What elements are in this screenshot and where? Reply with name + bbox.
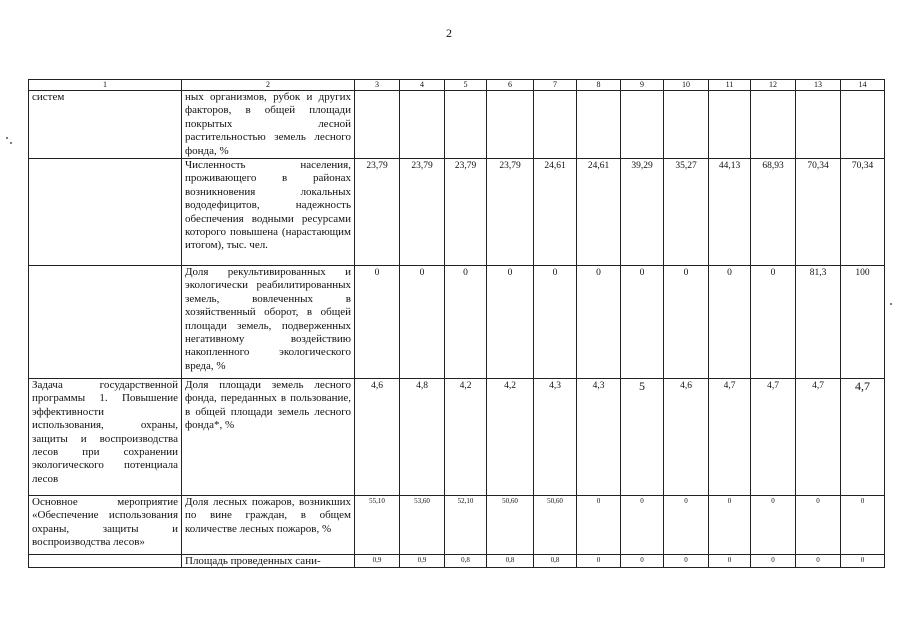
value-cell: 4,7	[751, 379, 796, 496]
value-cell: 0	[621, 266, 664, 379]
value-cell: 0	[400, 266, 445, 379]
header-cell: 12	[751, 80, 796, 91]
value-cell: 0	[751, 496, 796, 555]
value-cell: 4,6	[355, 379, 400, 496]
value-cell: 0	[709, 266, 751, 379]
program-element-cell	[29, 555, 182, 568]
value-cell: 50,60	[487, 496, 534, 555]
table-row	[29, 266, 885, 379]
header-cell: 4	[400, 80, 445, 91]
value-cell: 4,7	[709, 379, 751, 496]
value-cell: 53,60	[400, 496, 445, 555]
header-cell: 8	[577, 80, 621, 91]
table-row	[29, 555, 885, 568]
program-element-cell: систем	[29, 91, 182, 159]
indicator-name-cell: Площадь проведенных сани-	[182, 555, 355, 568]
program-element-cell: Задача государственной программы 1. Повышение эффективности использования, охраны, защиты и воспроизводства лесов при сохранении экологического потенциала лесов	[29, 379, 182, 496]
scan-speck	[10, 142, 12, 144]
program-element-cell: Основное мероприятие «Обеспечение использования охраны, защиты и воспроизводства лесов»	[29, 496, 182, 555]
value-cell: 23,79	[355, 159, 400, 266]
value-cell: 0	[841, 555, 885, 568]
value-cell: 23,79	[400, 159, 445, 266]
scan-speck	[890, 303, 892, 305]
value-cell: 23,79	[445, 159, 487, 266]
value-cell: 0	[445, 266, 487, 379]
value-cell: 4,3	[534, 379, 577, 496]
value-cell: 100	[841, 266, 885, 379]
value-cell: 0	[664, 555, 709, 568]
value-cell: 0	[577, 496, 621, 555]
value-cell	[445, 91, 487, 159]
header-cell: 2	[182, 80, 355, 91]
value-cell: 0	[751, 555, 796, 568]
value-cell	[796, 91, 841, 159]
value-cell: 0,9	[400, 555, 445, 568]
value-cell: 70,34	[796, 159, 841, 266]
indicator-name-cell: Доля лесных пожаров, возникших по вине граждан, в общем количестве лесных пожаров, %	[182, 496, 355, 555]
value-cell: 39,29	[621, 159, 664, 266]
value-cell: 4,7	[841, 379, 885, 496]
header-cell: 11	[709, 80, 751, 91]
value-cell: 0,8	[534, 555, 577, 568]
value-cell: 4,2	[487, 379, 534, 496]
value-cell: 24,61	[534, 159, 577, 266]
table-row	[29, 159, 885, 266]
value-cell: 0	[577, 555, 621, 568]
value-cell: 81,3	[796, 266, 841, 379]
value-cell: 4,2	[445, 379, 487, 496]
value-cell: 44,13	[709, 159, 751, 266]
table-row	[29, 379, 885, 496]
value-cell: 0,8	[445, 555, 487, 568]
value-cell: 0	[751, 266, 796, 379]
table-row	[29, 91, 885, 159]
value-cell	[709, 91, 751, 159]
value-cell	[400, 91, 445, 159]
program-element-cell	[29, 159, 182, 266]
value-cell	[621, 91, 664, 159]
value-cell: 0	[621, 496, 664, 555]
header-cell: 5	[445, 80, 487, 91]
page-number: 2	[446, 26, 452, 40]
value-cell	[487, 91, 534, 159]
value-cell: 0	[534, 266, 577, 379]
value-cell: 0	[664, 496, 709, 555]
value-cell: 50,60	[534, 496, 577, 555]
header-cell: 3	[355, 80, 400, 91]
header-cell: 9	[621, 80, 664, 91]
value-cell: 0	[709, 496, 751, 555]
value-cell	[534, 91, 577, 159]
header-cell: 6	[487, 80, 534, 91]
value-cell: 0	[709, 555, 751, 568]
value-cell: 0	[621, 555, 664, 568]
indicator-name-cell: Численность населения, проживающего в районах возникновения локальных вододефицитов, надежность обеспечения водными ресурсами которого повышена (нарастающим итогом), тыс. чел.	[182, 159, 355, 266]
value-cell: 24,61	[577, 159, 621, 266]
value-cell: 5	[621, 379, 664, 496]
value-cell: 0	[796, 555, 841, 568]
value-cell: 0	[355, 266, 400, 379]
header-cell: 13	[796, 80, 841, 91]
value-cell: 52,10	[445, 496, 487, 555]
value-cell: 35,27	[664, 159, 709, 266]
value-cell: 0	[796, 496, 841, 555]
header-cell: 14	[841, 80, 885, 91]
value-cell: 0	[577, 266, 621, 379]
value-cell	[664, 91, 709, 159]
value-cell: 4,3	[577, 379, 621, 496]
value-cell: 55,10	[355, 496, 400, 555]
program-element-cell	[29, 266, 182, 379]
header-cell: 1	[29, 80, 182, 91]
value-cell: 0,8	[487, 555, 534, 568]
header-cell: 10	[664, 80, 709, 91]
value-cell: 4,7	[796, 379, 841, 496]
indicator-name-cell: ных организмов, рубок и других факторов, в общей площади покрытых лесной растительностью земель лесного фонда, %	[182, 91, 355, 159]
value-cell: 4,8	[400, 379, 445, 496]
value-cell: 0,9	[355, 555, 400, 568]
value-cell: 4,6	[664, 379, 709, 496]
indicators-table	[28, 79, 885, 568]
indicator-name-cell: Доля площади земель лесного фонда, переданных в пользование, в общей площади земель лесного фонда*, %	[182, 379, 355, 496]
value-cell: 68,93	[751, 159, 796, 266]
value-cell	[577, 91, 621, 159]
value-cell: 0	[487, 266, 534, 379]
indicator-name-cell: Доля рекультивированных и экологически реабилитированных земель, вовлеченных в хозяйственный оборот, в общей площади земель, подверженных негативному воздействию накопленного экологического вреда, %	[182, 266, 355, 379]
value-cell	[355, 91, 400, 159]
header-cell: 7	[534, 80, 577, 91]
scan-speck	[6, 137, 8, 139]
header-row	[29, 80, 885, 91]
value-cell: 70,34	[841, 159, 885, 266]
value-cell	[751, 91, 796, 159]
value-cell	[841, 91, 885, 159]
table-row	[29, 496, 885, 555]
value-cell: 23,79	[487, 159, 534, 266]
value-cell: 0	[664, 266, 709, 379]
value-cell: 0	[841, 496, 885, 555]
